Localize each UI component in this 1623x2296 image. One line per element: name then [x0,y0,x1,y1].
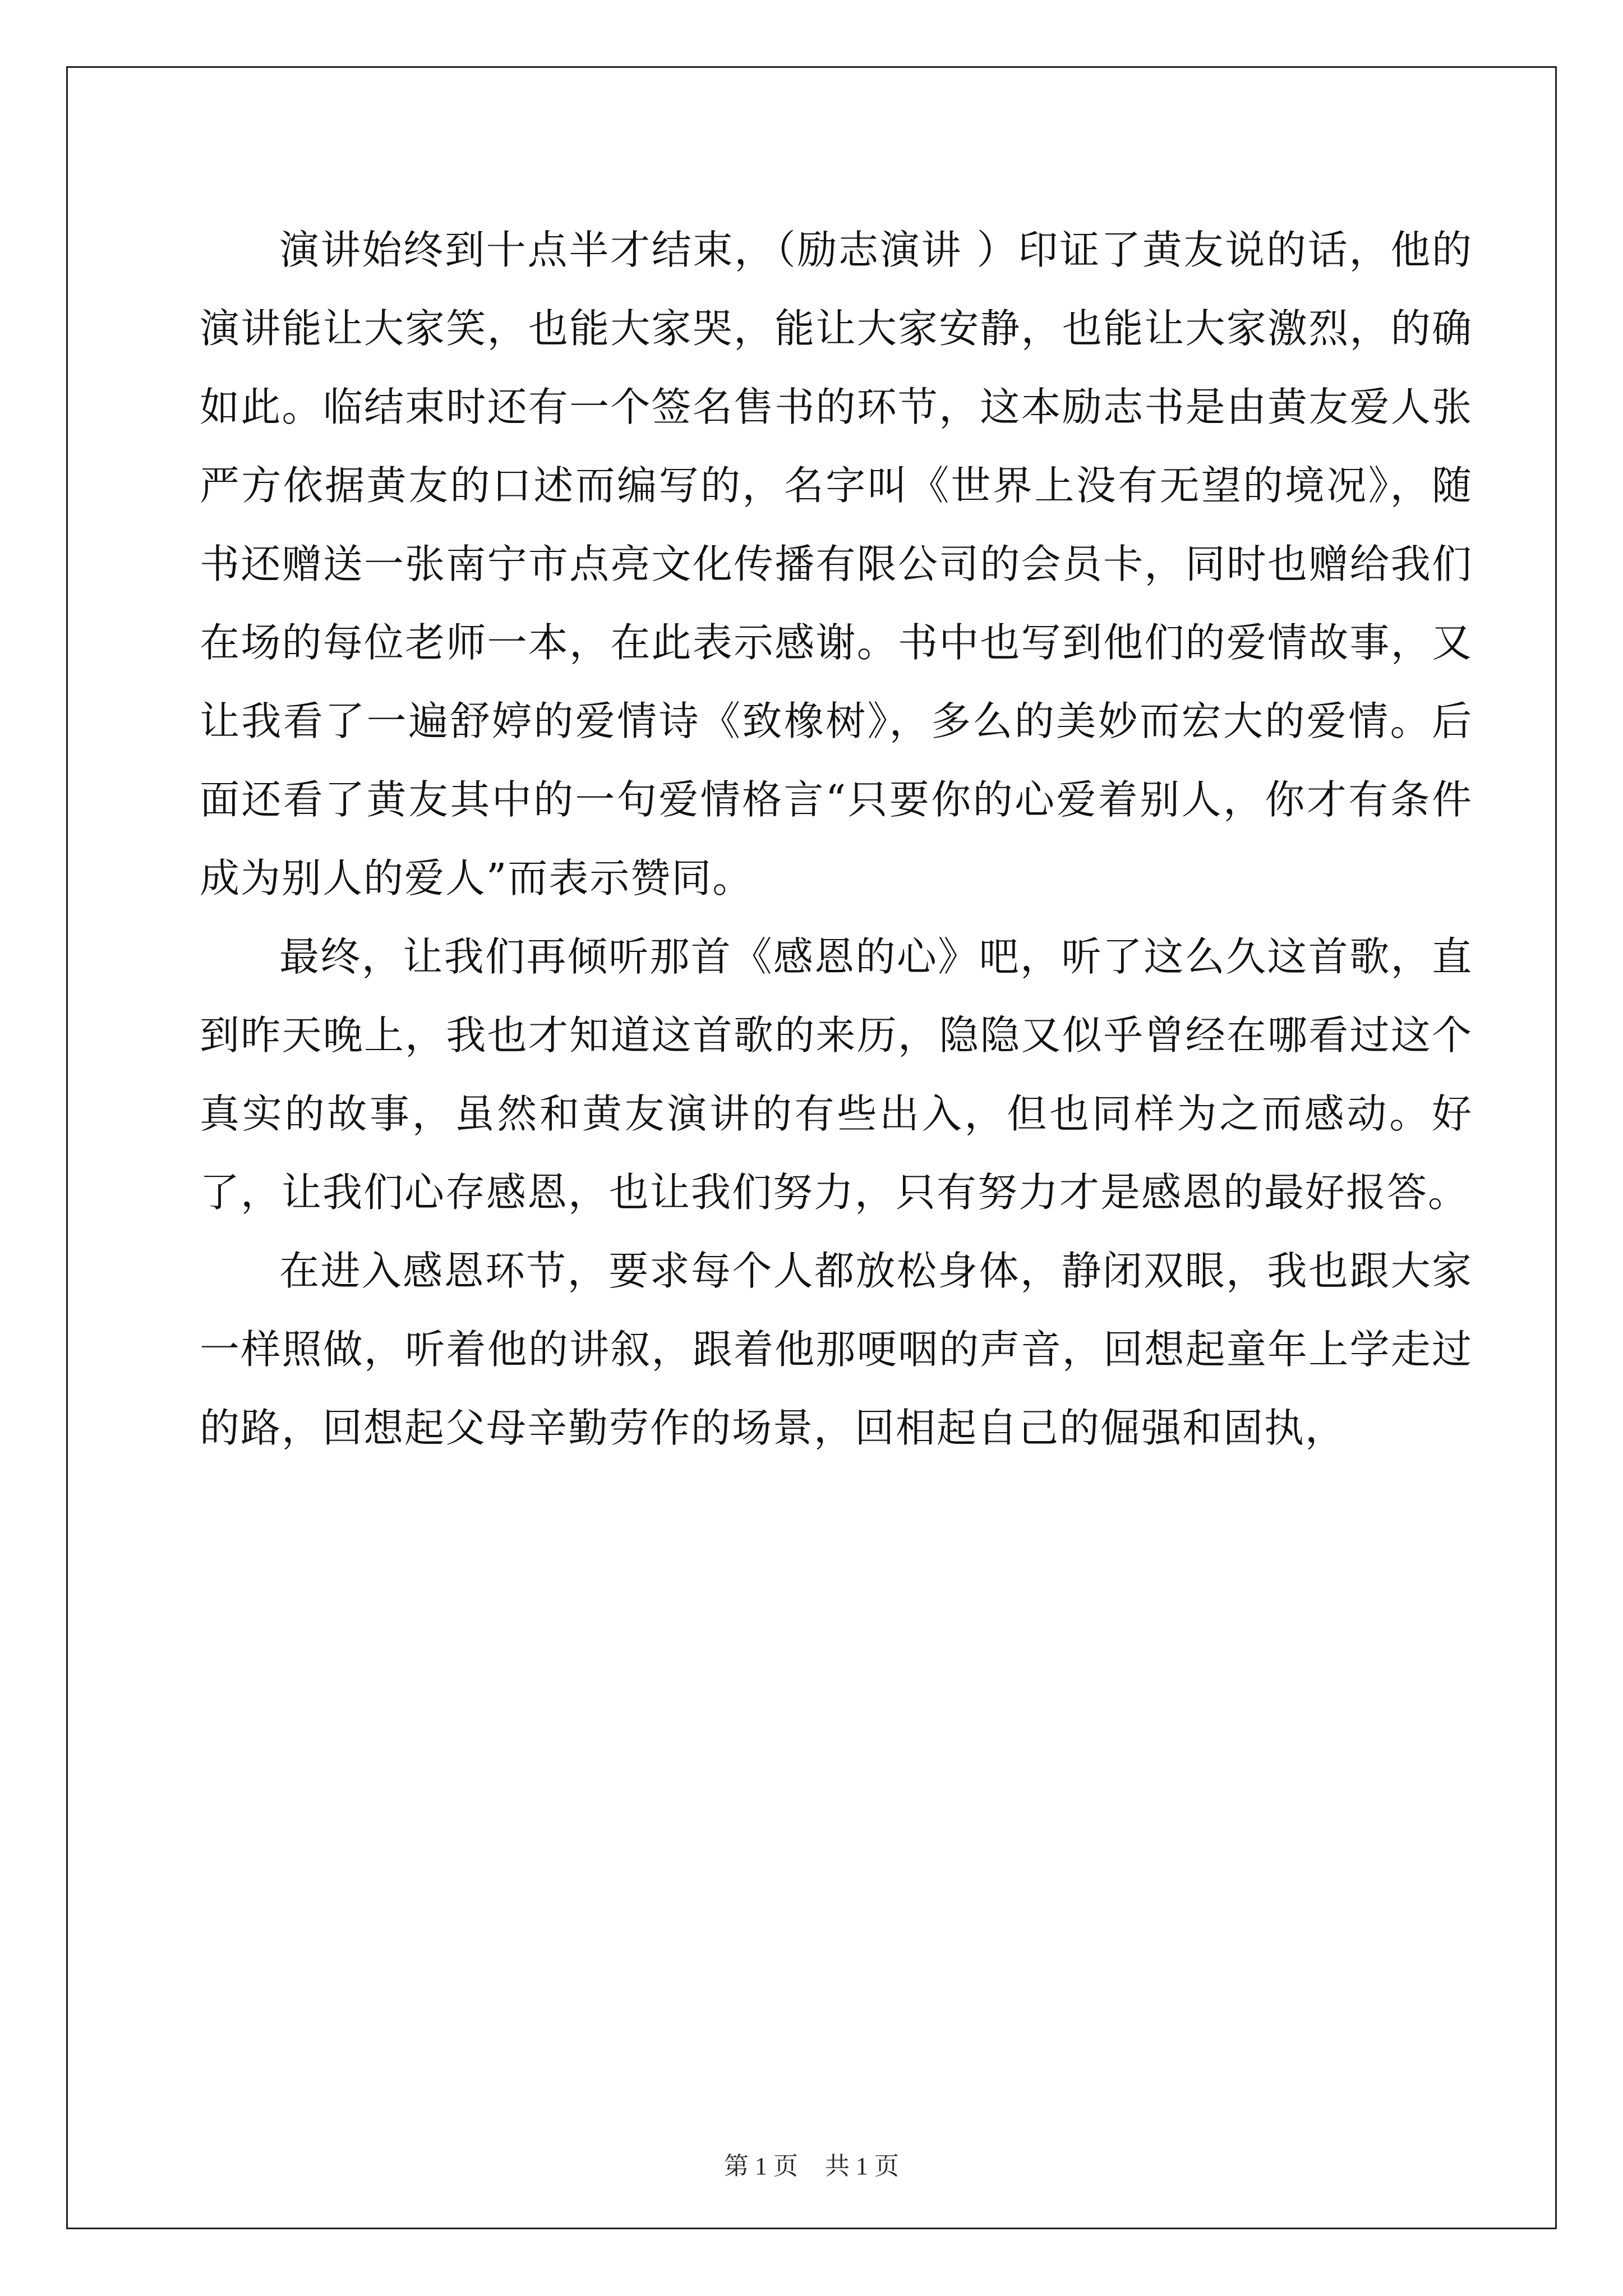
paragraph-3: 在进入感恩环节，要求每个人都放松身体，静闭双眼，我也跟大家一样照做，听着他的讲叙，跟着他那哽咽的声音，回想起童年上学走过的路，回想起父母辛勤劳作的场景，回相起自己的倔强和固执， [200,1248,1473,1451]
paragraph-2: 最终，让我们再倾听那首《感恩的心》吧，听了这么久这首歌，直到昨天晚上，我也才知道这首歌的来历，隐隐又似乎曾经在哪看过这个真实的故事，虽然和黄友演讲的有些出入，但也同样为之而感动。好了，让我们心存感恩，也让我们努力，只有努力才是感恩的最好报答。 [200,933,1473,1216]
page-footer [0,2150,1623,2183]
page-total: 共 1 页 [825,2152,899,2180]
paragraph-1: 演讲始终到十点半才结束，（励志演讲 ）印证了黄友说的话，他的演讲能让大家笑，也能大家哭，能让大家安静，也能让大家激烈，的确如此。临结束时还有一个签名售书的环节，这本励志书是由黄友爱人张严方依据黄友的口述而编写的，名字叫《世界上没有无望的境况》，随书还赠送一张南宁市点亮文化传播有限公司的会员卡，同时也赠给我们在场的每位老师一本，在此表示感谢。书中也写到他们的爱情故事，又让我看了一遍舒婷的爱情诗《致橡树》，多么的美妙而宏大的爱情。后面还看了黄友其中的一句爱情格言“只要你的心爱着别人，你才有条件成为别人的爱人”而表示赞同。 [200,227,1473,901]
document-body [200,211,1473,1467]
page-number: 第 1 页 [724,2152,798,2180]
